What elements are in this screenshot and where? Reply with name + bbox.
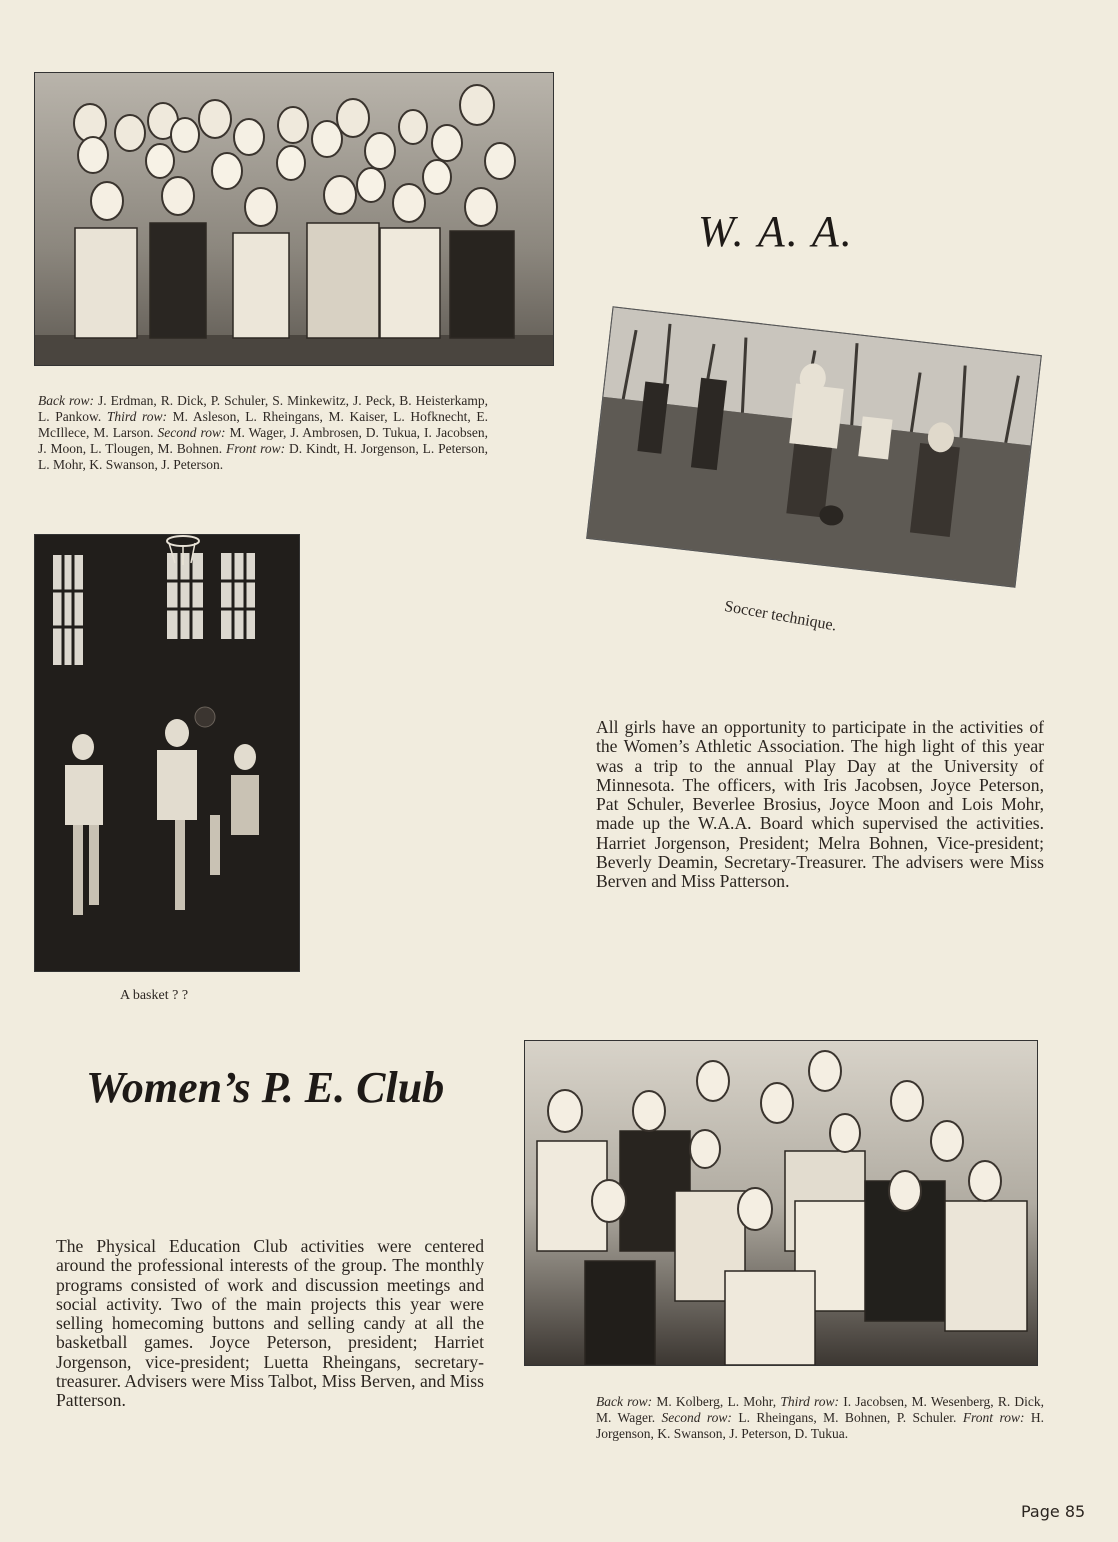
basket-caption: A basket ? ?: [120, 988, 189, 1003]
pe-club-title: Women’s P. E. Club: [86, 1063, 445, 1112]
pe-back-row-names: M. Kolberg, L. Mohr,: [656, 1394, 777, 1409]
page-label: Page: [1021, 1502, 1060, 1521]
second-row-label: Second row:: [157, 425, 226, 440]
pe-second-row-label: Second row:: [661, 1410, 732, 1425]
back-row-label: Back row:: [38, 393, 94, 408]
pe-club-body-text: The Physical Education Club activities were centered around the professional interests of the group. The monthly programs consisted of work and discussion meetings and social activity. Two of the main projects this year were selling homecoming buttons and selling candy at all the basketball games. Joyce Peterson, president; Harriet Jorgenson, vice-president; Luetta Rheingans, secretary-treasurer. Advisers were Miss Talbot, Miss Berven, and Miss Patterson.: [56, 1236, 484, 1411]
waa-body-text: All girls have an opportunity to participate in the activities of the Women’s Athletic Association. The high light of this year was a trip to the annual Play Day at the University of Minnesota. The officers, with Iris Jacobsen, Joyce Peterson, Pat Schuler, Beverlee Brosius, Joyce Moon and Lois Mohr, made up the W.A.A. Board which supervised the activities. Harriet Jorgenson, President; Melra Bohnen, Vice-president; Beverly Deamin, Secretary-Treasurer. The advisers were Miss Berven and Miss Patterson.: [596, 717, 1044, 892]
pe-second-row-names: L. Rheingans, M. Bohnen, P. Schuler.: [738, 1410, 957, 1425]
third-row-names: M. Asleson, L. Rheingans, M. Kaiser, L. Hofknecht, E. McIllece, M. Larson.: [38, 409, 488, 440]
waa-title: W. A. A.: [698, 207, 854, 256]
page-number-value: 85: [1064, 1502, 1086, 1521]
pe-club-group-caption: [596, 1394, 1044, 1442]
pe-back-row-label: Back row:: [596, 1394, 653, 1409]
pe-front-row-label: Front row:: [962, 1410, 1025, 1425]
front-row-names: D. Kindt, H. Jorgenson, L. Peterson, L. Mohr, K. Swanson, J. Peterson.: [38, 441, 489, 472]
front-row-label: Front row:: [225, 441, 286, 456]
pe-club-group-photo: [524, 1040, 1038, 1366]
soccer-caption: Soccer technique.: [723, 598, 839, 635]
pe-third-row-names: I. Jacobsen, M. Wesenberg, R. Dick, M. Wager.: [596, 1394, 1045, 1425]
pe-third-row-label: Third row:: [780, 1394, 840, 1409]
second-row-names: M. Wager, J. Ambrosen, D. Tukua, I. Jacobsen, J. Moon, L. Tlougen, M. Bohnen.: [38, 425, 489, 456]
third-row-label: Third row:: [106, 409, 167, 424]
pe-front-row-names: H. Jorgenson, K. Swanson, J. Peterson, D. Tukua.: [596, 1410, 1045, 1441]
waa-group-photo: [34, 72, 554, 366]
soccer-photo: [586, 306, 1042, 587]
waa-group-caption: [38, 393, 488, 473]
back-row-names: J. Erdman, R. Dick, P. Schuler, S. Minkewitz, J. Peck, B. Heisterkamp, L. Pankow.: [38, 393, 489, 424]
page-number: [1021, 1502, 1085, 1521]
basketball-photo: [34, 534, 300, 972]
